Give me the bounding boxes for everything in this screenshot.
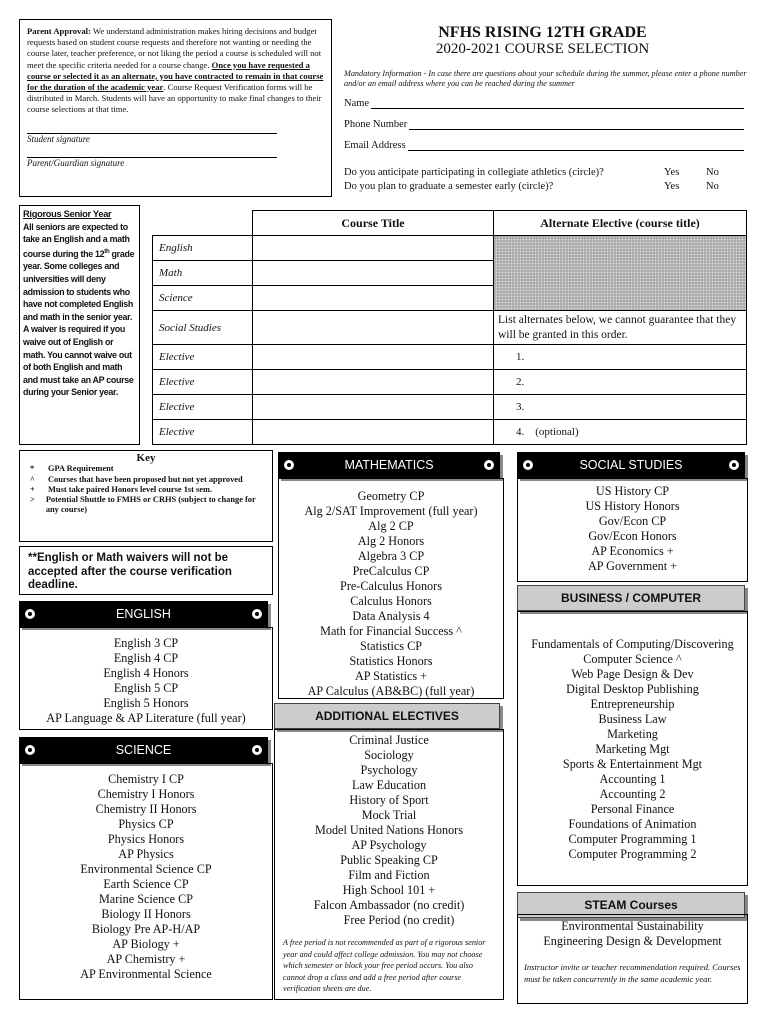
list-item: AP Calculus (AB&BC) (full year)	[307, 684, 475, 698]
list-item: English 5 Honors	[103, 696, 189, 710]
graduate-early-no[interactable]: No	[706, 181, 719, 192]
business-course-list	[517, 611, 748, 886]
steam-course-list	[517, 914, 748, 1004]
list-item: Falcon Ambassador (no credit)	[313, 898, 465, 912]
list-item: Chemistry I Honors	[97, 787, 195, 801]
course-input-elective-2[interactable]	[253, 370, 494, 395]
list-item: Environmental Sustainability	[561, 919, 704, 933]
course-input-math[interactable]	[253, 261, 494, 286]
list-item: Accounting 2	[599, 787, 666, 801]
list-item: English 4 Honors	[103, 666, 189, 680]
subject-elective-4: Elective	[153, 420, 253, 445]
list-item: Web Page Design & Dev	[571, 667, 694, 681]
athletics-no[interactable]: No	[706, 167, 719, 178]
science-course-list	[19, 763, 273, 1000]
english-course-list	[19, 627, 273, 730]
list-item: English 5 CP	[113, 681, 179, 695]
list-item: English 3 CP	[113, 636, 179, 650]
list-item: Geometry CP	[357, 489, 425, 503]
list-item: Biology Pre AP-H/AP	[91, 922, 201, 936]
social-studies-header: SOCIAL STUDIES	[517, 452, 745, 478]
list-item: Entrepreneurship	[590, 697, 675, 711]
list-item: Pre-Calculus Honors	[340, 579, 442, 593]
mandatory-info-note: Mandatory Information - In case there are questions about your schedule during the summer, please enter a phone number and/or an email address where you can be reached during the summer	[344, 69, 747, 88]
list-item: Law Education	[351, 778, 427, 792]
waiver-note: **English or Math waivers will not be accepted after the course verification deadline.	[19, 546, 273, 595]
alternate-shaded-area	[494, 236, 747, 311]
list-item: PreCalculus CP	[352, 564, 430, 578]
email-label: Email Address	[344, 140, 406, 151]
name-field[interactable]	[344, 98, 744, 109]
list-item: Marine Science CP	[98, 892, 194, 906]
parent-approval-box	[19, 19, 332, 197]
subject-english: English	[153, 236, 253, 261]
rigorous-body: All seniors are expected to take an English and a math course during the 12th grade year. Some colleges and universities will deny admission to students who have not completed English and math in the senior year. A waiver is required if you waive out of English or math. You cannot waive out of both English and math and must take an AP course during your Senior year.	[23, 221, 135, 398]
mathematics-header: MATHEMATICS	[278, 452, 500, 478]
page-title: NFHS RISING 12TH GRADE	[438, 24, 647, 41]
bullet-icon	[729, 460, 739, 470]
list-item: AP Language & AP Literature (full year)	[46, 711, 246, 725]
list-item: Math for Financial Success ^	[320, 624, 462, 638]
phone-field[interactable]	[344, 119, 744, 130]
bullet-icon	[284, 460, 294, 470]
course-title-header: Course Title	[253, 211, 494, 236]
list-item: History of Sport	[349, 793, 429, 807]
english-header: ENGLISH	[19, 601, 268, 627]
rigorous-heading: Rigorous Senior Year	[23, 209, 112, 219]
list-item: Psychology	[360, 763, 418, 777]
social-studies-course-list	[517, 478, 748, 582]
bullet-icon	[523, 460, 533, 470]
alternate-note: List alternates below, we cannot guarantee that they will be granted in this order.	[494, 311, 747, 345]
list-item: Engineering Design & Development	[543, 934, 722, 948]
rigorous-senior-year-box	[19, 205, 140, 445]
list-item: Criminal Justice	[349, 733, 429, 747]
list-item: Biology II Honors	[101, 907, 191, 921]
list-item: AP Statistics +	[354, 669, 428, 683]
key-item: * GPA Requirement	[30, 464, 114, 474]
key-title: Key	[136, 452, 156, 464]
list-item: Statistics Honors	[349, 654, 433, 668]
list-item: Marketing	[607, 727, 658, 741]
parent-signature-label: Parent/Guardian signature	[27, 157, 125, 168]
list-item: Earth Science CP	[103, 877, 189, 891]
key-box	[19, 450, 273, 542]
steam-note: Instructor invite or teacher recommendation required. Courses must be taken concurrently in the same academic year.	[524, 962, 741, 984]
subject-social-studies: Social Studies	[153, 311, 253, 345]
list-item: Public Speaking CP	[340, 853, 438, 867]
list-item: Chemistry I CP	[108, 772, 184, 786]
steam-courses-header: STEAM Courses	[517, 892, 745, 918]
alternate-3[interactable]: 3.	[494, 395, 747, 420]
athletics-question: Do you anticipate participating in collegiate athletics (circle)?	[344, 167, 604, 178]
list-item: Gov/Econ CP	[598, 514, 667, 528]
math-course-list	[278, 478, 504, 699]
list-item: Environmental Science CP	[80, 862, 212, 876]
list-item: Alg 2 CP	[368, 519, 414, 533]
list-item: US History CP	[595, 484, 670, 498]
alternate-1[interactable]: 1.	[494, 345, 747, 370]
list-item: Gov/Econ Honors	[588, 529, 677, 543]
student-signature-label: Student signature	[27, 133, 90, 144]
bullet-icon	[252, 609, 262, 619]
free-period-note: A free period is not recommended as part of a rigorous senior year and could affect college admission. You may not choose which semester or block your free period occurs. You also cannot drop a class and add a free period after course verification sheets are due.	[283, 938, 486, 993]
list-item: Accounting 1	[599, 772, 666, 786]
course-input-social-studies[interactable]	[253, 311, 494, 345]
course-input-english[interactable]	[253, 236, 494, 261]
bullet-icon	[25, 745, 35, 755]
list-item: Sports & Entertainment Mgt	[562, 757, 703, 771]
bullet-icon	[252, 745, 262, 755]
subject-elective-3: Elective	[153, 395, 253, 420]
bullet-icon	[25, 609, 35, 619]
list-item: Mock Trial	[361, 808, 417, 822]
key-item: + Must take paired Honors level course 1st sem.	[30, 484, 213, 494]
alternate-2[interactable]: 2.	[494, 370, 747, 395]
course-selection-table	[152, 210, 747, 445]
list-item: AP Biology +	[112, 937, 180, 951]
list-item: Data Analysis 4	[352, 609, 430, 623]
list-item: Foundations of Animation	[568, 817, 697, 831]
list-item: AP Government +	[587, 559, 677, 573]
course-input-elective-1[interactable]	[253, 345, 494, 370]
subject-math: Math	[153, 261, 253, 286]
list-item: Physics Honors	[107, 832, 185, 846]
list-item: AP Chemistry +	[106, 952, 186, 966]
list-item: Alg 2 Honors	[357, 534, 425, 548]
key-item: > Potential Shuttle to FMHS or CRHS (subject to change for any course)	[30, 495, 256, 515]
list-item: Marketing Mgt	[595, 742, 670, 756]
additional-electives-header: ADDITIONAL ELECTIVES	[274, 703, 500, 729]
list-item: US History Honors	[585, 499, 680, 513]
list-item: AP Economics +	[591, 544, 674, 558]
business-computer-header: BUSINESS / COMPUTER	[517, 585, 745, 611]
list-item: Algebra 3 CP	[357, 549, 425, 563]
list-item: Computer Programming 2	[568, 847, 697, 861]
list-item: Alg 2/SAT Improvement (full year)	[304, 504, 478, 518]
approval-text: Parent Approval: We understand administration makes hiring decisions and budget requests based on student course requests and therefore not wanting or needing the course later, teacher preference, or not liking the period a course is scheduled will not meet the specific criteria needed for a course change. Once you have requested a course or selected it as an alternate, you have contracted to remain in that course for the duration of the academic year. Course Request Verification forms will be distributed in March. Students will have an opportunity to make final changes to their course selections at that time.	[27, 26, 324, 115]
phone-label: Phone Number	[344, 119, 408, 130]
alternate-elective-header: Alternate Elective (course title)	[494, 211, 747, 236]
course-input-elective-3[interactable]	[253, 395, 494, 420]
name-label: Name	[344, 98, 370, 109]
list-item: AP Psychology	[351, 838, 427, 852]
list-item: Digital Desktop Publishing	[566, 682, 699, 696]
list-item: Computer Programming 1	[568, 832, 697, 846]
list-item: Model United Nations Honors	[315, 823, 463, 837]
list-item: Sociology	[364, 748, 414, 762]
science-header: SCIENCE	[19, 737, 268, 763]
subject-elective-2: Elective	[153, 370, 253, 395]
list-item: Physics CP	[118, 817, 174, 831]
list-item: Personal Finance	[590, 802, 675, 816]
list-item: High School 101 +	[342, 883, 436, 897]
graduate-early-question: Do you plan to graduate a semester early (circle)?	[344, 181, 554, 192]
key-item: ^ Courses that have been proposed but not yet approved	[30, 474, 243, 484]
list-item: English 4 CP	[113, 651, 179, 665]
list-item: AP Physics	[118, 847, 174, 861]
list-item: Calculus Honors	[350, 594, 432, 608]
electives-course-list	[274, 729, 504, 1000]
list-item: Fundamentals of Computing/Discovering Computer Science ^	[531, 637, 734, 666]
page-subtitle: 2020-2021 COURSE SELECTION	[435, 41, 650, 57]
list-item: Statistics CP	[360, 639, 422, 653]
course-input-science[interactable]	[253, 286, 494, 311]
graduate-early-yes[interactable]: Yes	[664, 181, 680, 192]
list-item: AP Environmental Science	[80, 967, 212, 981]
email-field[interactable]	[344, 140, 744, 151]
subject-science: Science	[153, 286, 253, 311]
list-item: Chemistry II Honors	[95, 802, 197, 816]
alternate-4[interactable]: 4. (optional)	[494, 420, 747, 445]
list-item: Free Period (no credit)	[343, 913, 455, 927]
list-item: Business Law	[598, 712, 667, 726]
bullet-icon	[484, 460, 494, 470]
subject-elective-1: Elective	[153, 345, 253, 370]
course-input-elective-4[interactable]	[253, 420, 494, 445]
list-item: Film and Fiction	[348, 868, 430, 882]
athletics-yes[interactable]: Yes	[664, 167, 680, 178]
